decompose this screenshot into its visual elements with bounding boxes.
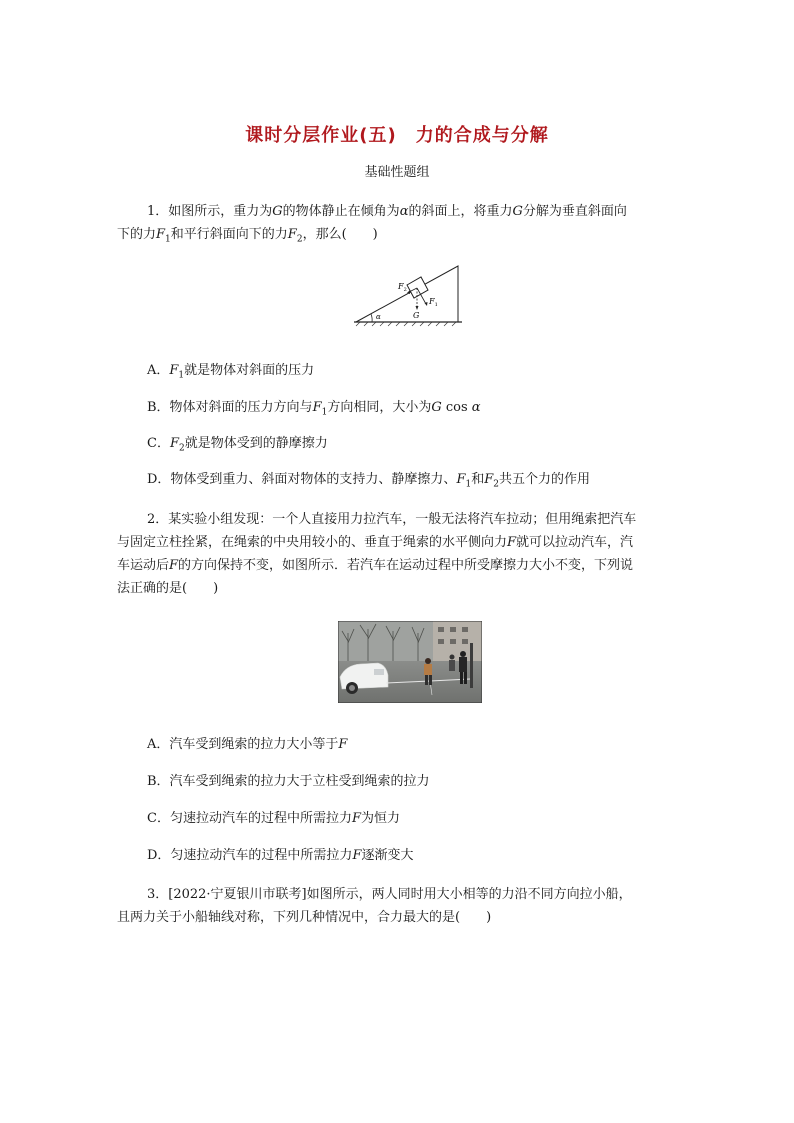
subscript: 1 bbox=[178, 370, 185, 381]
option-text: D．物体受到重力、斜面对物体的支持力、静摩擦力、 bbox=[147, 472, 457, 487]
var-alpha: α bbox=[399, 204, 409, 219]
option-text: 就是物体受到的静摩擦力 bbox=[184, 436, 328, 451]
q1-line-1 bbox=[147, 200, 627, 219]
option-label: A． bbox=[147, 363, 170, 378]
q1-line-2 bbox=[117, 223, 378, 245]
var-f2: F bbox=[287, 227, 297, 242]
subscript: 1 bbox=[165, 234, 171, 245]
option-text: C．匀速拉动汽车的过程中所需拉力 bbox=[147, 811, 352, 826]
q2-line-1: 2．某实验小组发现：一个人直接用力拉汽车，一般无法将汽车拉动；但用绳索把汽车 bbox=[147, 512, 637, 527]
subscript: 2 bbox=[296, 234, 303, 245]
var-f2: F bbox=[484, 472, 494, 487]
q2-option-a[interactable] bbox=[147, 733, 347, 752]
q1-text: 和平行斜面向下的力 bbox=[170, 227, 288, 242]
label-g: G bbox=[413, 311, 420, 320]
q2-line-4: 法正确的是( ) bbox=[117, 581, 219, 596]
q2-text: 与固定立柱拴紧，在绳索的中央用较小的、垂直于绳索的水平侧向力 bbox=[117, 535, 508, 550]
var-f1: F bbox=[169, 363, 179, 378]
var-f1: F bbox=[456, 472, 466, 487]
q3-line-1: 3．[2022·宁夏银川市联考]如图所示，两人同时用大小相等的力沿不同方向拉小船， bbox=[147, 887, 632, 902]
q2-text: 就可以拉动汽车，汽 bbox=[516, 535, 634, 550]
subscript: 2 bbox=[178, 443, 185, 454]
q1-text: 的斜面上，将重力 bbox=[408, 204, 513, 219]
q1-option-c[interactable] bbox=[147, 432, 328, 454]
option-label: C． bbox=[147, 436, 170, 451]
q3-line-2: 且两力关于小船轴线对称，下列几种情况中，合力最大的是( ) bbox=[117, 910, 492, 925]
var-f1: F bbox=[312, 400, 322, 415]
var-f: F bbox=[338, 737, 348, 752]
option-text: 逐渐变大 bbox=[361, 848, 414, 863]
page-title: 课时分层作业(五) 力的合成与分解 bbox=[245, 125, 549, 146]
q2-option-d[interactable] bbox=[147, 844, 413, 863]
option-text: 共五个力的作用 bbox=[498, 472, 590, 487]
var-f: F bbox=[352, 848, 362, 863]
q1-text: 1．如图所示，重力为 bbox=[147, 204, 273, 219]
cos-text: cos bbox=[441, 400, 472, 415]
option-text: 方向相同，大小为 bbox=[327, 400, 432, 415]
option-text: 和 bbox=[471, 472, 485, 487]
subscript: 1 bbox=[465, 479, 472, 490]
q2-line-3 bbox=[117, 554, 633, 573]
section-title: 基础性题组 bbox=[364, 165, 430, 180]
option-text: 为恒力 bbox=[360, 811, 400, 826]
q2-text: 车运动后 bbox=[117, 558, 170, 573]
q1-option-a[interactable] bbox=[147, 359, 314, 381]
label-f1: $F_1$ bbox=[429, 297, 438, 308]
option-text: B．物体对斜面的压力方向与 bbox=[147, 400, 313, 415]
q1-option-d[interactable] bbox=[147, 468, 590, 490]
var-f2: F bbox=[169, 436, 179, 451]
q1-text: 的物体静止在倾角为 bbox=[282, 204, 400, 219]
label-alpha: α bbox=[376, 313, 381, 321]
subscript: 2 bbox=[493, 479, 499, 490]
q1-text: ，那么( ) bbox=[302, 227, 378, 242]
car-rope-photo bbox=[338, 621, 482, 703]
option-text: A．汽车受到绳索的拉力大小等于 bbox=[147, 737, 339, 752]
q2-option-c[interactable] bbox=[147, 807, 400, 826]
var-alpha: α bbox=[471, 400, 481, 415]
q2-option-b[interactable]: B．汽车受到绳索的拉力大于立柱受到绳索的拉力 bbox=[147, 774, 430, 789]
q1-text: 分解为垂直斜面向 bbox=[522, 204, 627, 219]
var-g: G bbox=[272, 204, 283, 219]
var-f1: F bbox=[156, 227, 166, 242]
var-f: F bbox=[351, 811, 361, 826]
option-text: 就是物体对斜面的压力 bbox=[184, 363, 315, 378]
q1-option-b[interactable] bbox=[147, 396, 481, 418]
label-f2: $F_2$ bbox=[398, 282, 407, 293]
q2-text: 的方向保持不变，如图所示．若汽车在运动过程中所受摩擦力大小不变，下列说 bbox=[178, 558, 634, 573]
option-text: D．匀速拉动汽车的过程中所需拉力 bbox=[147, 848, 353, 863]
q1-text: 下的力 bbox=[117, 227, 157, 242]
var-g: G bbox=[431, 400, 442, 415]
q2-line-2 bbox=[117, 531, 633, 550]
var-f: F bbox=[169, 558, 179, 573]
var-f: F bbox=[507, 535, 517, 550]
incline-figure bbox=[350, 258, 466, 328]
var-g: G bbox=[512, 204, 523, 219]
subscript: 1 bbox=[321, 407, 328, 418]
